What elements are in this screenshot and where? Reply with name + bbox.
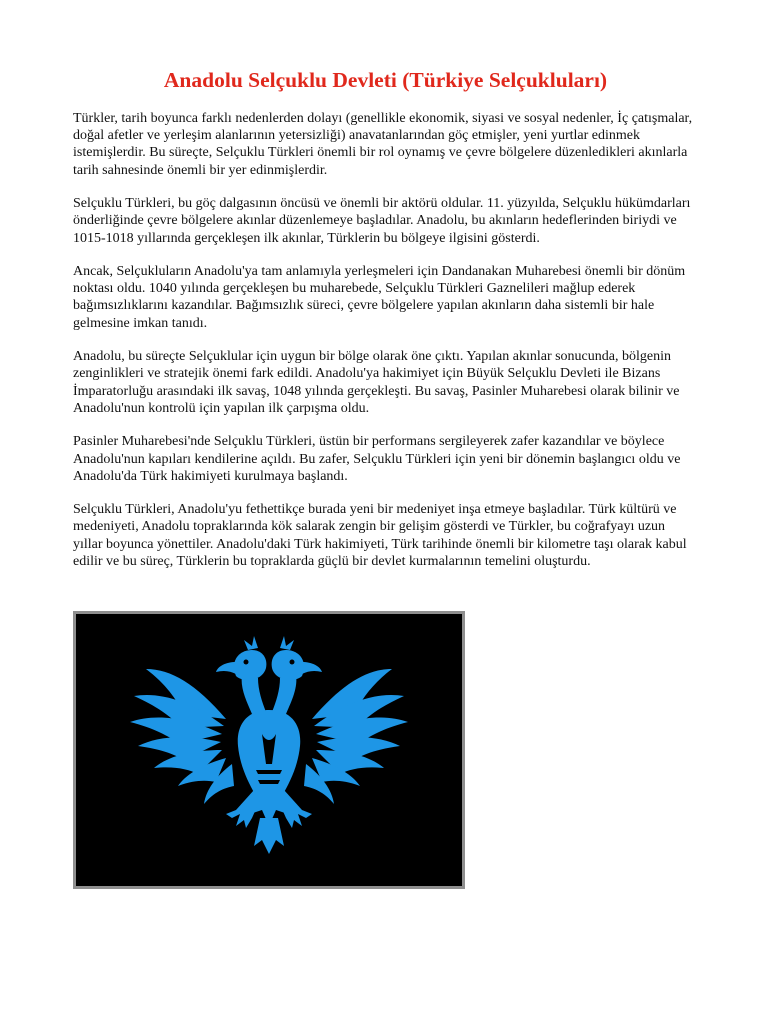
seljuk-flag-image	[73, 611, 465, 889]
paragraph-5: Pasinler Muharebesi'nde Selçuklu Türkleri, üstün bir performans sergileyerek zafer kazandılar ve böylece Anadolu'nun kapıları kendilerine açıldı. Bu zafer, Selçuklu Türkleri için yeni bir dönemin başlangıcı oldu ve Anadolu'da Türk hakimiyeti kurulmaya başlandı.	[73, 434, 681, 484]
double-headed-eagle-icon	[76, 614, 462, 886]
document-title: Anadolu Selçuklu Devleti (Türkiye Selçukluları)	[163, 68, 608, 92]
document-page	[73, 68, 698, 586]
paragraph-2: Selçuklu Türkleri, bu göç dalgasının öncüsü ve önemli bir aktörü oldular. 11. yüzyılda, Selçuklu hükümdarları önderliğinde çevre bölgelere akınlar düzenlemeye başladılar. Anadolu, bu akınların hedeflerinden biriydi ve 1015-1018 yıllarında gerçekleşen ilk akınlar, Türklerin bu bölgeye ilgisini gösterdi.	[73, 195, 691, 246]
paragraph-6: Selçuklu Türkleri, Anadolu'yu fethettikçe burada yeni bir medeniyet inşa etmeye başladılar. Türk kültürü ve medeniyeti, Anadolu topraklarında kök salarak zengin bir gelişim gösterdi ve Türkler, bu coğrafyayı uzun yıllar boyunca yönettiler. Anadolu'daki Türk hakimiyeti, Türk tarihinde önemli bir kilometre taşı olarak kabul edilir ve bu süreç, Türklerin bu topraklarda güçlü bir devlet kurmalarının temelini oluşturdu.	[73, 502, 687, 570]
paragraph-4: Anadolu, bu süreçte Selçuklular için uygun bir bölge olarak öne çıktı. Yapılan akınlar sonucunda, bölgenin zenginlikleri ve stratejik önemi fark edildi. Anadolu'ya hakimiyet için Büyük Selçuklu Devleti ile Bizans İmparatorluğu arasındaki ilk savaş, 1048 yılında gerçekleşti. Bu savaş, Pasinler Muharebesi olarak bilinir ve Anadolu'nun kontrolü için yapılan ilk çarpışma oldu.	[73, 349, 680, 416]
paragraph-1: Türkler, tarih boyunca farklı nedenlerden dolayı (genellikle ekonomik, siyasi ve sosyal nedenler, İç çatışmalar, doğal afetler ve yerleşim alanlarının yetersizliği) anavatanlarından göç etmişler, yeni yurtlar edinmek istemişlerdir. Bu süreçte, Selçuklu Türkleri önemli bir rol oynamış ve çevre bölgelere düzenledikleri akınlarla tarih sahnesinde önemli bir yer edinmişlerdir.	[73, 110, 693, 178]
paragraph-3: Ancak, Selçukluların Anadolu'ya tam anlamıyla yerleşmeleri için Dandanakan Muharebesi önemli bir dönüm noktası oldu. 1040 yılında gerçekleşen bu muharebede, Selçuklu Türkleri Gaznelileri mağlup ederek bağımsızlıklarını kazandılar. Bağımsızlık süreci, çevre bölgelere yapılan akınların daha sistemli bir hale gelmesine imkan tanıdı.	[73, 263, 686, 331]
